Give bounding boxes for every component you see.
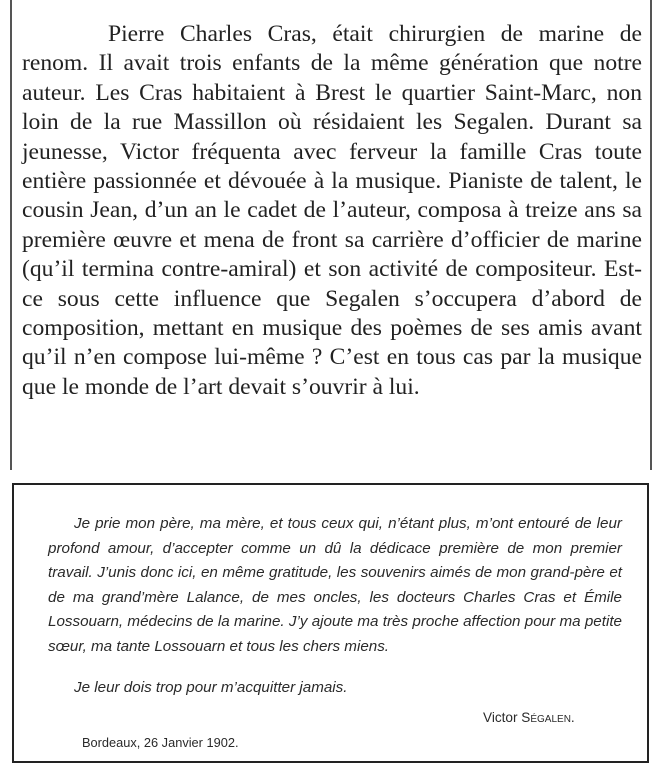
signature-last-name: Ségalen. — [521, 710, 575, 725]
signature-first-name: Victor — [483, 710, 518, 725]
dedication-body: Je prie mon père, ma mère, et tous ceux qui, n’étant plus, m’ont entouré de leur profond amour, d’accepter comme un dû la dédicace première de mon premier travail. J’unis donc ici, en même gratitude, les souvenirs aimés de mon grand-père et de ma grand’mère Lalance, de mes oncles, les docteurs Charles Cras et Émile Lossouarn, médecins de la marine. J’y ajoute ma très proche affection pour ma petite sœur, ma tante Lossouarn et tous les chers miens. — [48, 515, 622, 655]
dedication-date: Bordeaux, 26 Janvier 1902. — [82, 735, 239, 750]
dedication-signature — [483, 709, 575, 727]
dedication-closing: Je leur dois trop pour m’acquitter jamais. — [74, 679, 348, 696]
narrative-paragraph: Pierre Charles Cras, était chirurgien de marine de renom. Il avait trois enfants de la même génération que notre auteur. Les Cras habitaient à Brest le quartier Saint-Marc, non loin de la rue Massillon où résidaient les Segalen. Durant sa jeunesse, Victor fréquenta avec ferveur la famille Cras toute entière passionnée et dévouée à la musique. Pianiste de talent, le cousin Jean, d’un an le cadet de l’auteur, composa à treize ans sa première œuvre et mena de front sa carrière d’officier de marine (qu’il termina contre-amiral) et son activité de compositeur. Est-ce sous cette influence que Segalen s’occupera d’abord de composition, mettant en musique des poèmes de ses amis avant qu’il n’en compose lui-même ? C’est en tous cas par la musique que le monde de l’art devait s’ouvrir à lui. — [22, 21, 642, 400]
